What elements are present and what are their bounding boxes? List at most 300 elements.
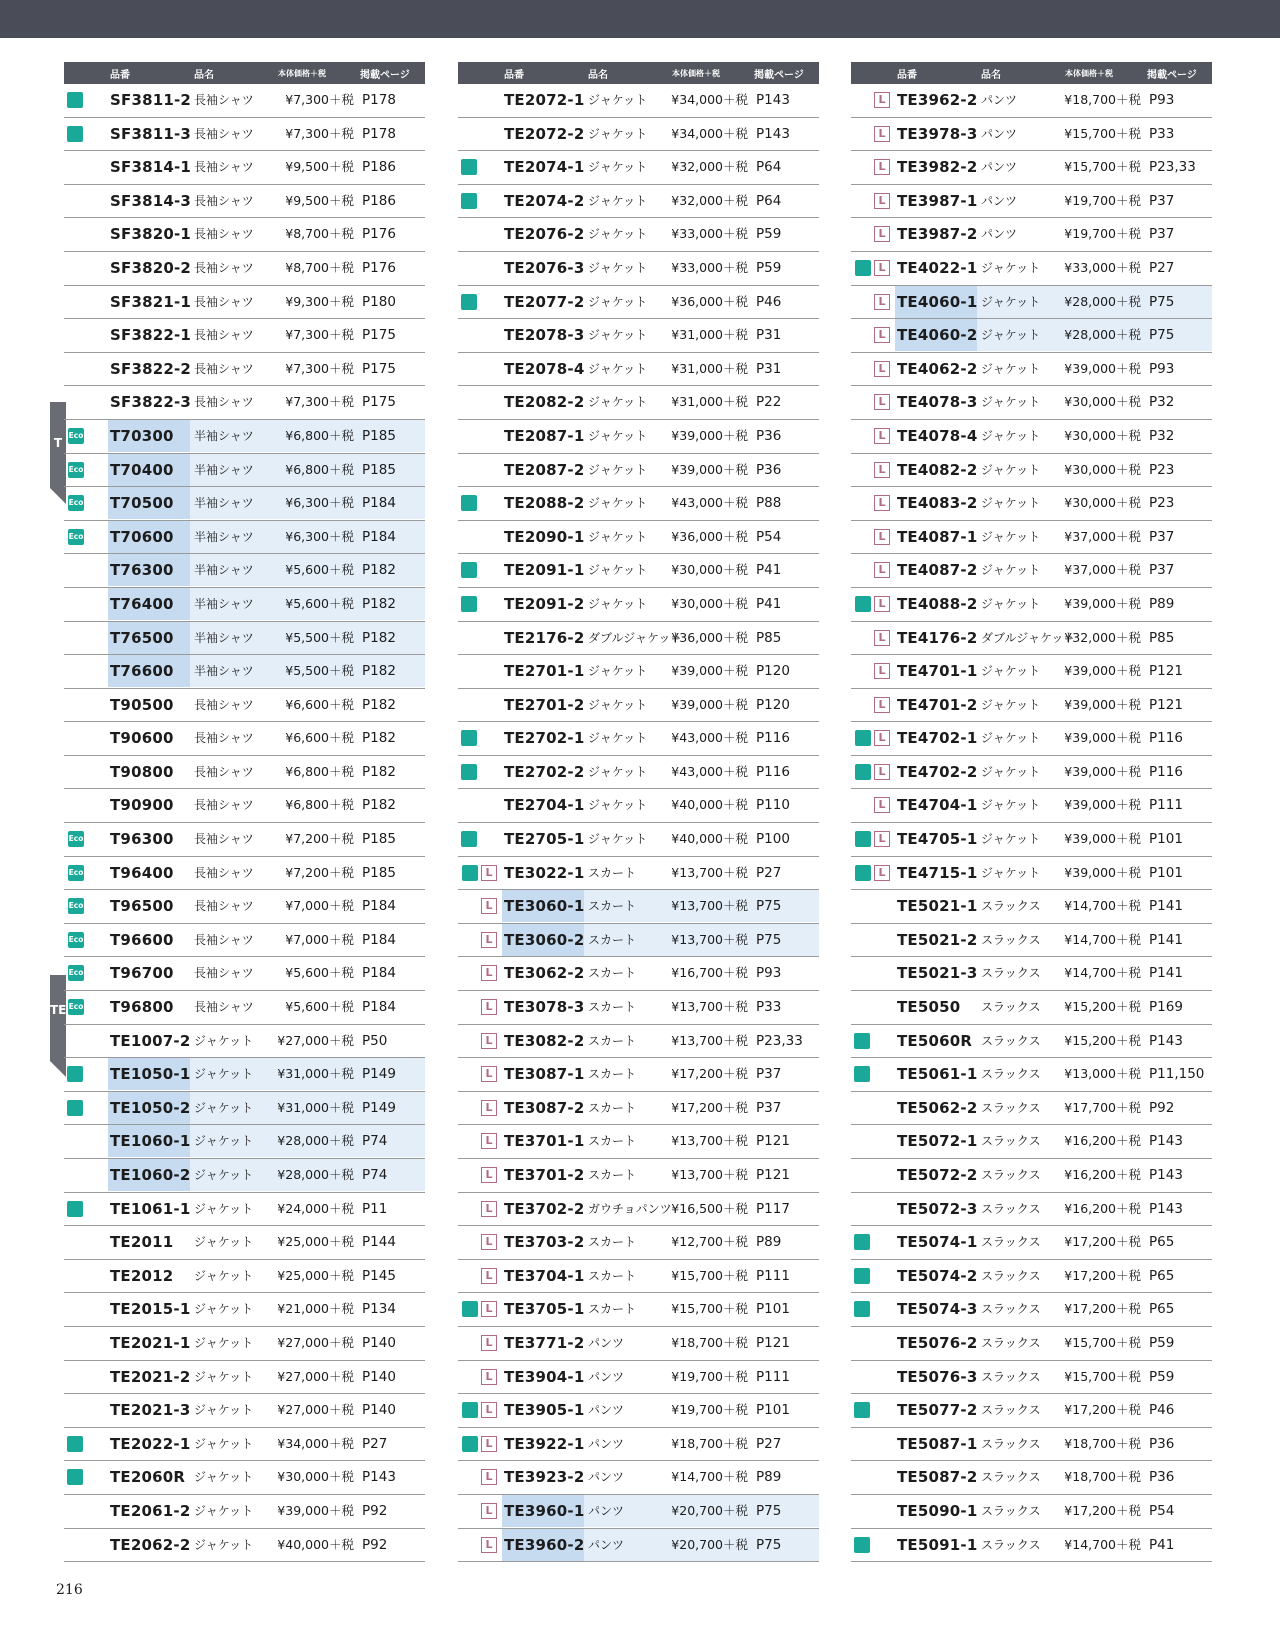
product-name: 長袖シャツ — [194, 361, 254, 376]
table-row — [851, 1461, 1212, 1495]
product-name: 長袖シャツ — [194, 899, 254, 914]
product-name: 長袖シャツ — [194, 966, 254, 981]
product-name: ジャケット — [588, 563, 648, 578]
catalog-page: P89 — [756, 1469, 782, 1486]
catalog-page: P116 — [1149, 730, 1183, 747]
stock-marker-icon — [854, 1033, 870, 1049]
stock-marker-icon — [67, 126, 83, 142]
product-code: T76400 — [108, 588, 190, 620]
product-price: ¥30,000＋税 — [1064, 495, 1141, 511]
catalog-page: P36 — [756, 427, 782, 444]
product-name: 長袖シャツ — [194, 160, 254, 175]
row-marks — [458, 1428, 502, 1460]
ladies-icon: L — [481, 1033, 497, 1049]
catalog-page: P182 — [362, 797, 396, 814]
table-row — [458, 689, 819, 723]
catalog-page: P178 — [362, 92, 396, 108]
product-code: TE4701-2 — [897, 695, 978, 714]
table-row — [851, 1260, 1212, 1294]
ladies-icon: L — [874, 764, 890, 780]
product-name: ジャケット — [977, 286, 1063, 318]
row-marks — [851, 1025, 895, 1057]
catalog-page: P182 — [358, 622, 425, 654]
table-row — [64, 1159, 425, 1193]
product-price: ¥6,300＋税 — [276, 521, 358, 553]
catalog-page: P36 — [756, 461, 782, 478]
product-price: ¥39,000＋税 — [1064, 763, 1141, 779]
product-price: ¥24,000＋税 — [277, 1200, 354, 1216]
product-code: TE5077-2 — [897, 1401, 978, 1420]
row-marks — [458, 84, 502, 116]
row-marks — [458, 1193, 502, 1225]
row-marks — [64, 1092, 108, 1124]
column-header — [64, 62, 425, 84]
catalog-page: P88 — [756, 495, 782, 512]
product-price: ¥8,700＋税 — [285, 226, 354, 242]
row-marks — [458, 1226, 502, 1258]
product-code: TE2011 — [110, 1233, 174, 1252]
row-marks — [458, 1394, 502, 1426]
stock-marker-icon — [67, 1436, 83, 1452]
catalog-page: P116 — [1149, 763, 1183, 780]
catalog-page: P31 — [756, 360, 782, 377]
table-row — [64, 722, 425, 756]
product-code: TE2091-2 — [504, 594, 585, 613]
table-row — [64, 151, 425, 185]
catalog-page: P46 — [1149, 1402, 1175, 1419]
row-marks — [851, 622, 895, 654]
product-name: ジャケット — [194, 1033, 254, 1048]
table-row — [64, 1529, 425, 1563]
row-marks — [458, 1327, 502, 1359]
product-price: ¥16,700＋税 — [671, 965, 748, 981]
table-row — [458, 789, 819, 823]
row-marks — [64, 1058, 108, 1090]
product-price: ¥18,700＋税 — [1064, 1435, 1141, 1451]
catalog-page: P143 — [1149, 1133, 1183, 1150]
ladies-icon: L — [874, 226, 890, 242]
catalog-page: P182 — [358, 655, 425, 687]
table-row — [64, 1260, 425, 1294]
product-price: ¥39,000＋税 — [1064, 864, 1141, 880]
row-marks — [64, 521, 108, 553]
product-code: TE4176-2 — [897, 628, 978, 647]
product-price: ¥15,700＋税 — [1064, 1334, 1141, 1350]
ladies-icon: L — [481, 1066, 497, 1082]
ladies-icon: L — [874, 361, 890, 377]
row-marks — [851, 655, 895, 687]
product-code: T96500 — [110, 897, 174, 916]
product-price: ¥13,700＋税 — [670, 890, 752, 922]
row-marks — [458, 1159, 502, 1191]
table-row — [851, 487, 1212, 521]
product-price: ¥19,700＋税 — [1064, 226, 1141, 242]
product-code: TE5076-3 — [897, 1367, 978, 1386]
product-code: TE4704-1 — [897, 796, 978, 815]
row-marks — [851, 84, 895, 116]
catalog-page: P22 — [756, 394, 782, 411]
row-marks — [851, 319, 895, 351]
header-price: 本体価格＋税 — [1065, 69, 1113, 78]
row-marks — [851, 1461, 895, 1493]
ladies-icon: L — [874, 126, 890, 142]
row-marks — [851, 252, 895, 284]
row-marks — [458, 1293, 502, 1325]
ladies-icon: L — [874, 831, 890, 847]
product-name: 長袖シャツ — [194, 731, 254, 746]
product-code: TE2074-2 — [504, 191, 585, 210]
product-price: ¥5,600＋税 — [276, 588, 358, 620]
table-row — [458, 924, 819, 958]
row-marks — [458, 756, 502, 788]
table-row — [64, 823, 425, 857]
row-marks — [458, 319, 502, 351]
catalog-page: P143 — [756, 125, 790, 142]
row-marks — [851, 1495, 895, 1527]
product-price: ¥21,000＋税 — [277, 1301, 354, 1317]
ladies-icon: L — [874, 630, 890, 646]
row-marks — [851, 218, 895, 250]
product-code: TE3082-2 — [504, 1031, 585, 1050]
product-code: TE2015-1 — [110, 1300, 191, 1319]
column-header — [458, 62, 819, 84]
table-row — [851, 722, 1212, 756]
ladies-icon: L — [481, 865, 497, 881]
table-row — [458, 1529, 819, 1563]
table-row — [458, 1159, 819, 1193]
eco-icon: Eco — [68, 462, 84, 478]
product-name: 半袖シャツ — [190, 588, 276, 620]
table-row — [64, 420, 425, 454]
table-row — [64, 1226, 425, 1260]
ladies-icon: L — [874, 865, 890, 881]
product-code: TE4705-1 — [897, 830, 978, 849]
product-name: スラックス — [981, 1067, 1041, 1082]
product-name: スカート — [584, 890, 670, 922]
product-name: 長袖シャツ — [194, 260, 254, 275]
product-name: 長袖シャツ — [194, 328, 254, 343]
table-row — [851, 1025, 1212, 1059]
product-price: ¥15,700＋税 — [671, 1301, 748, 1317]
table-row — [64, 991, 425, 1025]
product-name: ジャケット — [588, 93, 648, 107]
product-name: 長袖シャツ — [194, 1000, 254, 1015]
stock-marker-icon — [855, 865, 871, 881]
product-code: TE4060-2 — [895, 319, 977, 351]
table-row — [851, 588, 1212, 622]
table-row — [851, 622, 1212, 656]
product-code: T76300 — [108, 554, 190, 586]
row-marks — [64, 1327, 108, 1359]
row-marks — [458, 1092, 502, 1124]
product-name: ジャケット — [981, 865, 1041, 880]
row-marks — [458, 1529, 502, 1561]
table-row — [458, 554, 819, 588]
catalog-page: P101 — [1149, 831, 1183, 848]
product-name: パンツ — [588, 1436, 625, 1451]
header-price: 本体価格＋税 — [278, 69, 326, 78]
catalog-page: P93 — [756, 965, 782, 982]
table-row — [64, 655, 425, 689]
product-name: ジャケット — [588, 529, 648, 544]
product-price: ¥6,800＋税 — [276, 420, 358, 452]
stock-marker-icon — [462, 1301, 478, 1317]
product-price: ¥17,200＋税 — [1064, 1402, 1141, 1418]
row-marks — [64, 151, 108, 183]
product-code: TE4702-2 — [897, 762, 978, 781]
product-name: スラックス — [981, 966, 1041, 981]
catalog-page: P75 — [752, 1495, 819, 1527]
product-price: ¥32,000＋税 — [671, 159, 748, 175]
table-row — [458, 319, 819, 353]
row-marks — [64, 1159, 108, 1191]
catalog-page: P50 — [362, 1032, 388, 1049]
row-marks — [64, 756, 108, 788]
product-code: TE2021-3 — [110, 1401, 191, 1420]
product-code: TE4715-1 — [897, 863, 978, 882]
product-price: ¥13,700＋税 — [671, 1133, 748, 1149]
section-tab-label: TE — [50, 1003, 67, 1017]
catalog-page: P59 — [1149, 1334, 1175, 1351]
product-price: ¥32,000＋税 — [671, 192, 748, 208]
table-row — [64, 1327, 425, 1361]
catalog-page: P140 — [362, 1368, 396, 1385]
product-code: TE2087-2 — [504, 460, 585, 479]
table-row — [64, 789, 425, 823]
product-name: スラックス — [981, 1134, 1041, 1149]
stock-marker-icon — [461, 596, 477, 612]
product-price: ¥32,000＋税 — [1064, 629, 1141, 645]
row-marks — [64, 1125, 108, 1157]
table-row — [458, 84, 819, 118]
product-code: TE2021-1 — [110, 1333, 191, 1352]
eco-icon: Eco — [68, 999, 84, 1015]
row-marks — [458, 1361, 502, 1393]
product-price: ¥7,000＋税 — [285, 931, 354, 947]
product-code: TE2087-1 — [504, 426, 585, 445]
row-marks — [458, 386, 502, 418]
catalog-page: P145 — [362, 1267, 396, 1284]
product-name: スカート — [588, 966, 637, 981]
row-marks — [851, 1058, 895, 1090]
product-price: ¥30,000＋税 — [277, 1469, 354, 1485]
product-price: ¥19,700＋税 — [671, 1368, 748, 1384]
product-name: スカート — [588, 1168, 637, 1182]
product-price: ¥9,500＋税 — [285, 192, 354, 208]
catalog-page: P23 — [1149, 495, 1175, 512]
row-marks — [458, 286, 502, 318]
table-row — [851, 521, 1212, 555]
product-name: ジャケット — [194, 1268, 254, 1283]
ladies-icon: L — [874, 462, 890, 478]
product-code: TE3960-1 — [502, 1495, 584, 1527]
table-row — [458, 1495, 819, 1529]
row-marks — [458, 1125, 502, 1157]
product-name: ジャケット — [588, 260, 648, 275]
product-name: スラックス — [981, 1335, 1041, 1350]
row-marks — [64, 991, 108, 1023]
product-price: ¥31,000＋税 — [276, 1058, 358, 1090]
product-code: TE5076-2 — [897, 1333, 978, 1352]
catalog-page: P182 — [358, 588, 425, 620]
row-marks — [458, 118, 502, 150]
catalog-page: P120 — [756, 696, 790, 713]
product-name: スラックス — [981, 932, 1041, 947]
table-row — [458, 118, 819, 152]
product-name: 長袖シャツ — [194, 294, 254, 309]
row-marks — [64, 857, 108, 889]
product-name: スラックス — [981, 1436, 1041, 1451]
product-price: ¥9,500＋税 — [285, 159, 354, 175]
table-row — [851, 1361, 1212, 1395]
row-marks — [851, 185, 895, 217]
product-price: ¥8,700＋税 — [285, 259, 354, 275]
product-name: スラックス — [981, 1403, 1041, 1418]
catalog-page: P11,150 — [1149, 1066, 1205, 1083]
stock-marker-icon — [855, 764, 871, 780]
product-name: パンツ — [588, 1403, 625, 1418]
product-code: TE2091-1 — [504, 561, 585, 580]
stock-marker-icon — [67, 1469, 83, 1485]
product-price: ¥7,200＋税 — [285, 831, 354, 847]
table-row — [458, 1125, 819, 1159]
table-row — [458, 1327, 819, 1361]
table-row — [64, 521, 425, 555]
catalog-page: P184 — [362, 965, 396, 982]
table-row — [64, 1428, 425, 1462]
table-row — [851, 118, 1212, 152]
stock-marker-icon — [855, 596, 871, 612]
product-code: TE2074-1 — [504, 158, 585, 177]
catalog-page: P93 — [1149, 92, 1175, 108]
stock-marker-icon — [67, 92, 83, 108]
product-code: SF3811-3 — [110, 124, 192, 143]
page-number: 216 — [56, 1582, 83, 1598]
catalog-page: P33 — [1149, 125, 1175, 142]
product-code: TE5091-1 — [897, 1535, 978, 1554]
product-price: ¥15,700＋税 — [1064, 1368, 1141, 1384]
product-name: ジャケット — [588, 764, 648, 779]
ladies-icon: L — [874, 529, 890, 545]
catalog-column-1 — [64, 62, 425, 1562]
ladies-icon: L — [481, 1537, 497, 1553]
row-marks — [458, 252, 502, 284]
catalog-page: P37 — [1149, 226, 1175, 243]
product-price: ¥5,600＋税 — [285, 999, 354, 1015]
catalog-page: P46 — [756, 293, 782, 310]
row-marks — [64, 1193, 108, 1225]
catalog-page: P36 — [1149, 1435, 1175, 1452]
catalog-page: P33 — [756, 999, 782, 1016]
product-code: TE5021-1 — [897, 897, 978, 916]
catalog-page: P101 — [756, 1402, 790, 1419]
product-code: TE2078-4 — [504, 359, 585, 378]
ladies-icon: L — [874, 294, 890, 310]
product-price: ¥27,000＋税 — [277, 1368, 354, 1384]
table-row — [458, 588, 819, 622]
row-marks — [851, 1428, 895, 1460]
catalog-column-2 — [458, 62, 819, 1562]
section-tab-label: T — [53, 436, 63, 450]
product-price: ¥17,200＋税 — [1064, 1267, 1141, 1283]
product-name: ジャケット — [981, 798, 1041, 813]
product-name: 長袖シャツ — [194, 93, 254, 107]
product-name: 半袖シャツ — [190, 554, 276, 586]
product-price: ¥6,600＋税 — [285, 696, 354, 712]
product-name: スカート — [588, 1134, 637, 1149]
ladies-icon: L — [874, 159, 890, 175]
product-code: TE3703-2 — [504, 1233, 585, 1252]
catalog-page: P184 — [362, 931, 396, 948]
row-marks — [64, 386, 108, 418]
catalog-page: P144 — [362, 1234, 396, 1251]
row-marks — [458, 151, 502, 183]
table-row — [458, 1461, 819, 1495]
catalog-page: P169 — [1149, 999, 1183, 1016]
stock-marker-icon — [461, 495, 477, 511]
product-code: TE5021-3 — [897, 964, 978, 983]
product-code: T96600 — [110, 930, 174, 949]
catalog-page: P65 — [1149, 1234, 1175, 1251]
product-name: 半袖シャツ — [190, 655, 276, 687]
catalog-page: P65 — [1149, 1301, 1175, 1318]
product-price: ¥34,000＋税 — [671, 125, 748, 141]
stock-marker-icon — [854, 1268, 870, 1284]
product-code: TE3960-2 — [502, 1529, 584, 1561]
row-marks — [458, 924, 502, 956]
catalog-page: P121 — [756, 1133, 790, 1150]
row-marks — [64, 789, 108, 821]
table-row — [458, 1058, 819, 1092]
row-marks — [64, 924, 108, 956]
row-marks — [851, 286, 895, 318]
product-price: ¥36,000＋税 — [671, 293, 748, 309]
product-code: TE3705-1 — [504, 1300, 585, 1319]
header-page: 掲載ページ — [754, 70, 804, 81]
stock-marker-icon — [855, 260, 871, 276]
product-code: TE3060-2 — [502, 924, 584, 956]
product-price: ¥15,700＋税 — [671, 1267, 748, 1283]
product-price: ¥17,700＋税 — [1064, 1099, 1141, 1115]
product-code: TE4022-1 — [897, 258, 978, 277]
product-code: TE1050-1 — [108, 1058, 190, 1090]
product-price: ¥16,500＋税 — [671, 1200, 748, 1216]
product-rows — [64, 84, 425, 1562]
table-row — [458, 722, 819, 756]
product-rows — [458, 84, 819, 1562]
catalog-page: P89 — [1149, 595, 1175, 612]
product-name: 長袖シャツ — [194, 865, 254, 880]
product-name: 長袖シャツ — [194, 798, 254, 813]
product-price: ¥25,000＋税 — [277, 1234, 354, 1250]
catalog-page: P140 — [362, 1334, 396, 1351]
product-name: ジャケット — [588, 731, 648, 746]
product-name: ジャケット — [981, 697, 1041, 712]
product-code: TE4701-1 — [897, 662, 978, 681]
product-name: ジャケット — [190, 1058, 276, 1090]
table-row — [458, 1293, 819, 1327]
product-code: T96800 — [110, 998, 174, 1017]
product-code: TE3978-3 — [897, 124, 978, 143]
catalog-page: P27 — [756, 1435, 782, 1452]
row-marks — [64, 554, 108, 586]
table-row — [851, 319, 1212, 353]
table-row — [851, 454, 1212, 488]
table-row — [64, 756, 425, 790]
product-name: ジャケット — [588, 361, 648, 376]
product-name: スラックス — [981, 899, 1041, 914]
table-row — [64, 386, 425, 420]
